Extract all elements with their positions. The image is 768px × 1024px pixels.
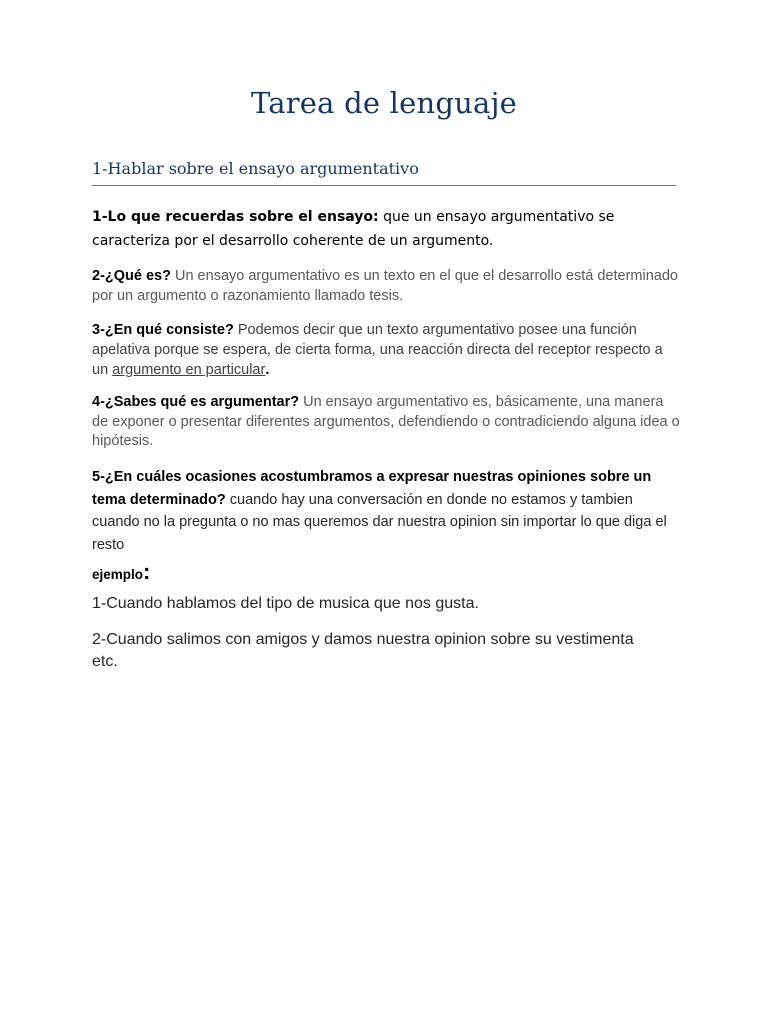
underlined-phrase: argumento en particular [112,362,266,378]
heading-underline [92,185,676,186]
question-1: 1-Lo que recuerdas sobre el ensayo: [92,209,379,225]
question-3: 3-¿En qué consiste? [92,322,234,338]
answer-4: Un ensayo argumentativo es, básicamente, una manera de exponer o presentar diferentes argumentos, defendiendo o contradiciendo alguna idea o hipótesis. [92,394,680,449]
example-label-text: ejemplo [92,567,144,582]
section-heading: 1-Hablar sobre el ensayo argumentativo [92,159,419,178]
question-2: 2-¿Qué es? [92,268,171,284]
question-4: 4-¿Sabes qué es argumentar? [92,394,300,410]
paragraph-2 [92,266,682,306]
paragraph-3 [92,320,682,380]
example-colon: : [143,559,151,584]
example-item-2: 2-Cuando salimos con amigos y damos nuestra opinion sobre su vestimenta etc. [92,631,634,670]
question-5: 5-¿En cuáles ocasiones acostumbramos a expresar nuestras opiniones sobre un tema determinado? [92,469,652,508]
example-item-1: 1-Cuando hablamos del tipo de musica que nos gusta. [92,595,479,612]
paragraph-3-end: . [265,362,270,378]
answer-1: que un ensayo argumentativo se caracteriza por el desarrollo coherente de un argumento. [92,209,615,249]
example-label [92,559,150,585]
paragraph-4 [92,393,682,452]
answer-5: cuando hay una conversación en donde no estamos y tambien cuando no la pregunta o no mas queremos dar nuestra opinion sin importar lo que diga el resto [92,491,667,553]
document-title: Tarea de lenguaje [250,86,518,120]
answer-3: Podemos decir que un texto argumentativo posee una función apelativa porque se espera, de cierta forma, una reacción directa del receptor respecto a un [92,322,663,378]
paragraph-5 [92,466,682,556]
paragraph-1 [92,205,682,253]
answer-2: Un ensayo argumentativo es un texto en el que el desarrollo está determinado por un argumento o razonamiento llamado tesis. [92,268,678,304]
